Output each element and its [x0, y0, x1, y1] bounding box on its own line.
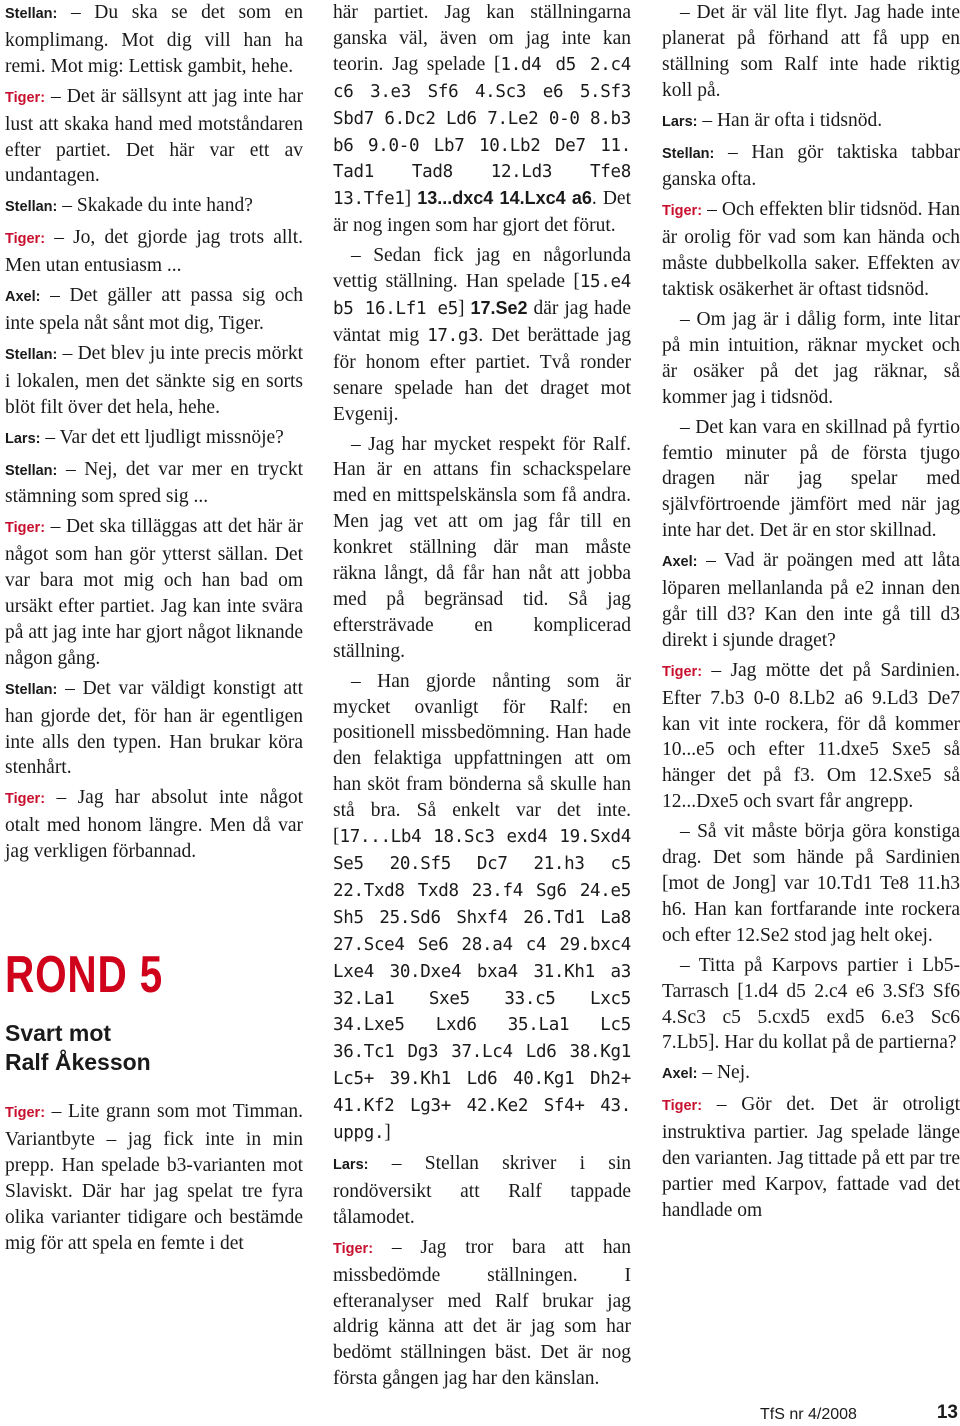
paragraph-text: ]: [404, 188, 412, 210]
paragraph: [662, 1060, 960, 1088]
paragraph-text: här partiet. Jag kan ställningarna ganska väl, även om jag inte kan teorin. Jag spelade [: [333, 2, 631, 75]
paragraph: [5, 225, 303, 279]
paragraph: [333, 669, 631, 1147]
chess-moves: 1.d4 d5 2.c4 c6 3.e3 Sf6 4.Sc3 e6 5.Sf3 Sbd7 6.Dc2 Ld6 7.Le2 0-0 8.b3 b6 9.0-0 Lb7 10.Lb2 De7 11. Tad1 Tad8 12.Ld3 Tfe8 13.Tfe1: [333, 54, 631, 210]
paragraph-text: – Sedan fick jag en någorlunda vettig ställning. Han spelade [: [333, 245, 631, 293]
speaker-label: Stellan:: [5, 462, 58, 479]
paragraph-text: – Vad är poängen med att låta löparen mellanlanda på e2 innan den går till d3? Kan den inte gå till d3 direkt i sjunde draget?: [662, 550, 960, 651]
speaker-label: Lars:: [333, 1156, 369, 1173]
paragraph: [333, 243, 631, 427]
paragraph: [662, 548, 960, 654]
paragraph: [5, 457, 303, 511]
paragraph-text: – Och effekten blir tidsnöd. Han är orolig för vad som kan hända och måste dubbelkolla saker. Effekten av taktisk osäkerhet är oftast tidsnöd.: [662, 199, 960, 301]
paragraph: [662, 108, 960, 136]
speaker-label: Stellan:: [5, 681, 58, 698]
paragraph-text: – Titta på Karpovs partier i Lb5-Tarrasch [1.d4 d5 2.c4 e6 3.Sf3 Sf6 4.Sc3 c5 5.cxd5 exd5 6.e3 Sc6 7.Lb5]. Har du kollat på de partierna?: [662, 954, 960, 1054]
paragraph-text: – Det var väldigt konstigt att han gjorde det, för han är egentligen inte alls den typen. Han brukar köra stenhårt.: [5, 677, 304, 779]
chess-moves-bold: 17.Se2: [470, 297, 528, 318]
paragraph-text: där jag hade väntat mig: [333, 297, 631, 346]
speaker-label: Lars:: [662, 113, 698, 130]
paragraph: [5, 341, 303, 421]
paragraph: [5, 0, 303, 80]
speaker-label: Axel:: [662, 1066, 698, 1083]
subheading-line: Svart mot: [5, 1020, 112, 1047]
paragraph: [5, 283, 303, 337]
paragraph-text: – Det gäller att passa sig och inte spela nåt sånt mot dig, Tiger.: [5, 285, 303, 334]
paragraph-text: – Du ska se det som en komplimang. Mot dig vill han ha remi. Mot mig: Lettisk gambit, hehe.: [5, 2, 304, 77]
paragraph-text: – Han gjorde nånting som är mycket ovanligt för Ralf: en positionell missbedömning. Han hade den felaktiga uppfattningen att om han sköt fram bönderna så skulle han stå bra. Så enkelt var det inte. [: [333, 670, 631, 848]
paragraph-text: – Nej.: [702, 1062, 750, 1084]
speaker-label: Tiger:: [5, 89, 46, 106]
paragraph: [333, 0, 631, 239]
paragraph: [333, 1151, 631, 1231]
section-heading: ROND 5: [5, 946, 163, 1005]
paragraph: [662, 658, 960, 815]
speaker-label: Axel:: [662, 554, 698, 571]
paragraph-text: – Nej, det var mer en tryckt stämning som spred sig ...: [5, 458, 303, 508]
subheading-line: Ralf Åkesson: [5, 1049, 151, 1076]
paragraph: [662, 197, 960, 303]
chess-moves: 17.g3: [427, 325, 479, 346]
paragraph-text: – Gör det. Det är otroligt instruktiva partier. Jag spelade länge den varianten. Jag tittade på ett par tre partier med Karpov, fattade vad det handlade om: [662, 1094, 960, 1221]
paragraph: [5, 676, 303, 782]
paragraph-text: ]: [458, 297, 471, 319]
section-subheading: [5, 1019, 303, 1077]
chess-moves-bold: 13...dxc4 14.Lxc4 a6: [417, 188, 592, 209]
paragraph-text: – Jag tror bara att han missbedömde ställningen. I efteranalyser med Ralf brukar jag aldrig känna att det är jag som har bedömt ställningen bäst. Det är nog första gången jag har den känslan.: [333, 1236, 631, 1390]
paragraph-text: – Jag har mycket respekt för Ralf. Han är en attans fin schackspelare med en mittspelskänsla som få andra. Men jag vet att om jag får till en konkret ställning där man måste räkna långt, då får han nåt att jobba med på begränsad tid. Så jag eftersträvade en komplicerad ställning.: [333, 433, 631, 662]
paragraph-text: – Så vit måste börja göra konstiga drag. Det som hände på Sardinien [mot de Jong] var 10.Td1 Te8 11.h3 h6. Han kan fortfarande inte rockera och efter 12.Se2 stod jag helt okej.: [662, 821, 960, 946]
speaker-label: Axel:: [5, 289, 41, 306]
paragraph-text: – Han är ofta i tidsnöd.: [702, 109, 883, 131]
chess-moves: 17...Lb4 18.Sc3 exd4 19.Sxd4 Se5 20.Sf5 Dc7 21.h3 c5 22.Txd8 Txd8 23.f4 Sg6 24.e5 Sh5 25.Sd6 Shxf4 26.Td1 La8 27.Sce4 Se6 28.a4 c4 29.bxc4 Lxe4 30.Dxe4 bxa4 31.Kh1 a3 32.La1 Sxe5 33.c5 Lxc5 34.Lxe5 Lxd6 35.La1 Lc5 36.Tc1 Dg3 37.Lc4 Ld6 38.Kg1 Lc5+ 39.Kh1 Ld6 40.Kg1 Dh2+ 41.Kf2 Lg3+ 42.Ke2 Sf4+ 43. uppg.: [333, 827, 631, 1144]
issue-label: TfS nr 4/2008: [760, 1406, 857, 1423]
speaker-label: Stellan:: [5, 6, 58, 22]
paragraph: [5, 84, 303, 190]
speaker-label: Stellan:: [662, 145, 715, 162]
paragraph-text: – Han gör taktiska tabbar ganska ofta.: [662, 141, 960, 191]
speaker-label: Tiger:: [5, 791, 46, 808]
speaker-label: Tiger:: [5, 1105, 46, 1122]
speaker-label: Stellan:: [5, 346, 58, 363]
speaker-label: Tiger:: [5, 231, 46, 248]
paragraph: [662, 140, 960, 194]
paragraph: [662, 415, 960, 545]
paragraph-text: – Det ska tilläggas att det här är något som han gör ytterst sällan. Det var bara mot mig och han bad om ursäkt efter partiet. Jag kan inte svära på att jag inte har gjort något liknande någon gång.: [5, 516, 303, 669]
paragraph-text: – Det är sällsynt att jag inte har lust att skaka hand med motståndaren efter partiet. Det här var ett av undantagen.: [5, 85, 303, 187]
paragraph-text: – Jo, det gjorde jag trots allt. Men utan entusiasm ...: [5, 227, 303, 277]
paragraph: [662, 819, 960, 949]
paragraph-text: – Stellan skriver i sin rondöversikt att Ralf tappade tålamodet.: [333, 1152, 632, 1228]
paragraph-text: ]: [384, 1122, 391, 1144]
paragraph-text: . Det berättade jag för honom efter partiet. Två ronder senare spelade han det draget mot Evgenij.: [333, 324, 631, 425]
paragraph-text: – Lite grann som mot Timman. Variantbyte – jag fick inte in min prepp. Han spelade b3-varianten mot Slaviskt. Där har jag spelat tre fyra olika varianter tidigare och bestämde mig för att spela en femte i det: [5, 1101, 303, 1254]
paragraph-text: – Jag mötte det på Sardinien. Efter 7.b3 0-0 8.Lb2 a6 9.Ld3 De7 kan vit inte rockera, för då kommer 10...e5 och efter 11.dxe5 Sxe5 så hänger det på f3. Om 12.Sxe5 så 12...Dxe5 och svart får angrepp.: [662, 659, 960, 813]
paragraph-text: – Skakade du inte hand?: [62, 195, 253, 217]
paragraph: [5, 193, 303, 221]
column-middle: [333, 0, 631, 1396]
paragraph: [662, 953, 960, 1057]
speaker-label: Tiger:: [662, 203, 703, 220]
paragraph: [5, 785, 303, 865]
column-right: [662, 0, 960, 1228]
paragraph: [333, 432, 631, 665]
paragraph: [5, 514, 303, 671]
paragraph: [662, 0, 960, 104]
paragraph-text: – Det är väl lite flyt. Jag hade inte planerat på förhand att få upp en ställning som Ralf inte hade riktig koll på.: [662, 2, 960, 101]
speaker-label: Tiger:: [662, 1098, 703, 1115]
paragraph-text: – Var det ett ljudligt missnöje?: [45, 426, 284, 448]
paragraph: [5, 1099, 303, 1256]
page-number: 13: [936, 1402, 958, 1423]
paragraph: [333, 1235, 631, 1392]
page-footer: [760, 1404, 958, 1426]
paragraph: [662, 307, 960, 411]
paragraph-text: . Det är nog ingen som har gjort det förut.: [333, 188, 631, 237]
speaker-label: Lars:: [5, 430, 41, 447]
speaker-label: Stellan:: [5, 199, 58, 216]
paragraph-text: – Om jag är i dålig form, inte litar på min intuition, räknar mycket och är osäker på det jag räknar, så kommer jag i tidsnöd.: [662, 308, 960, 408]
paragraph-text: – Det kan vara en skillnad på fyrtio femtio minuter på de första tjugo dragen när jag spelar med självförtroende jämfört med när jag inte har det. Det är en stor skillnad.: [662, 416, 960, 542]
speaker-label: Tiger:: [662, 663, 703, 680]
paragraph: [662, 1092, 960, 1224]
paragraph-text: – Jag har absolut inte något otalt med honom längre. Men då var jag verkligen förbannad.: [5, 787, 303, 863]
chess-moves: 15.e4 b5 16.Lf1 e5: [333, 272, 631, 319]
paragraph-text: – Det blev ju inte precis mörkt i lokalen, men det sänkte sig en sorts blöt filt över det hela, hehe.: [5, 342, 304, 418]
paragraph: [5, 425, 303, 453]
speaker-label: Tiger:: [333, 1240, 374, 1257]
column-left: [5, 0, 303, 1261]
speaker-label: Tiger:: [5, 520, 46, 537]
